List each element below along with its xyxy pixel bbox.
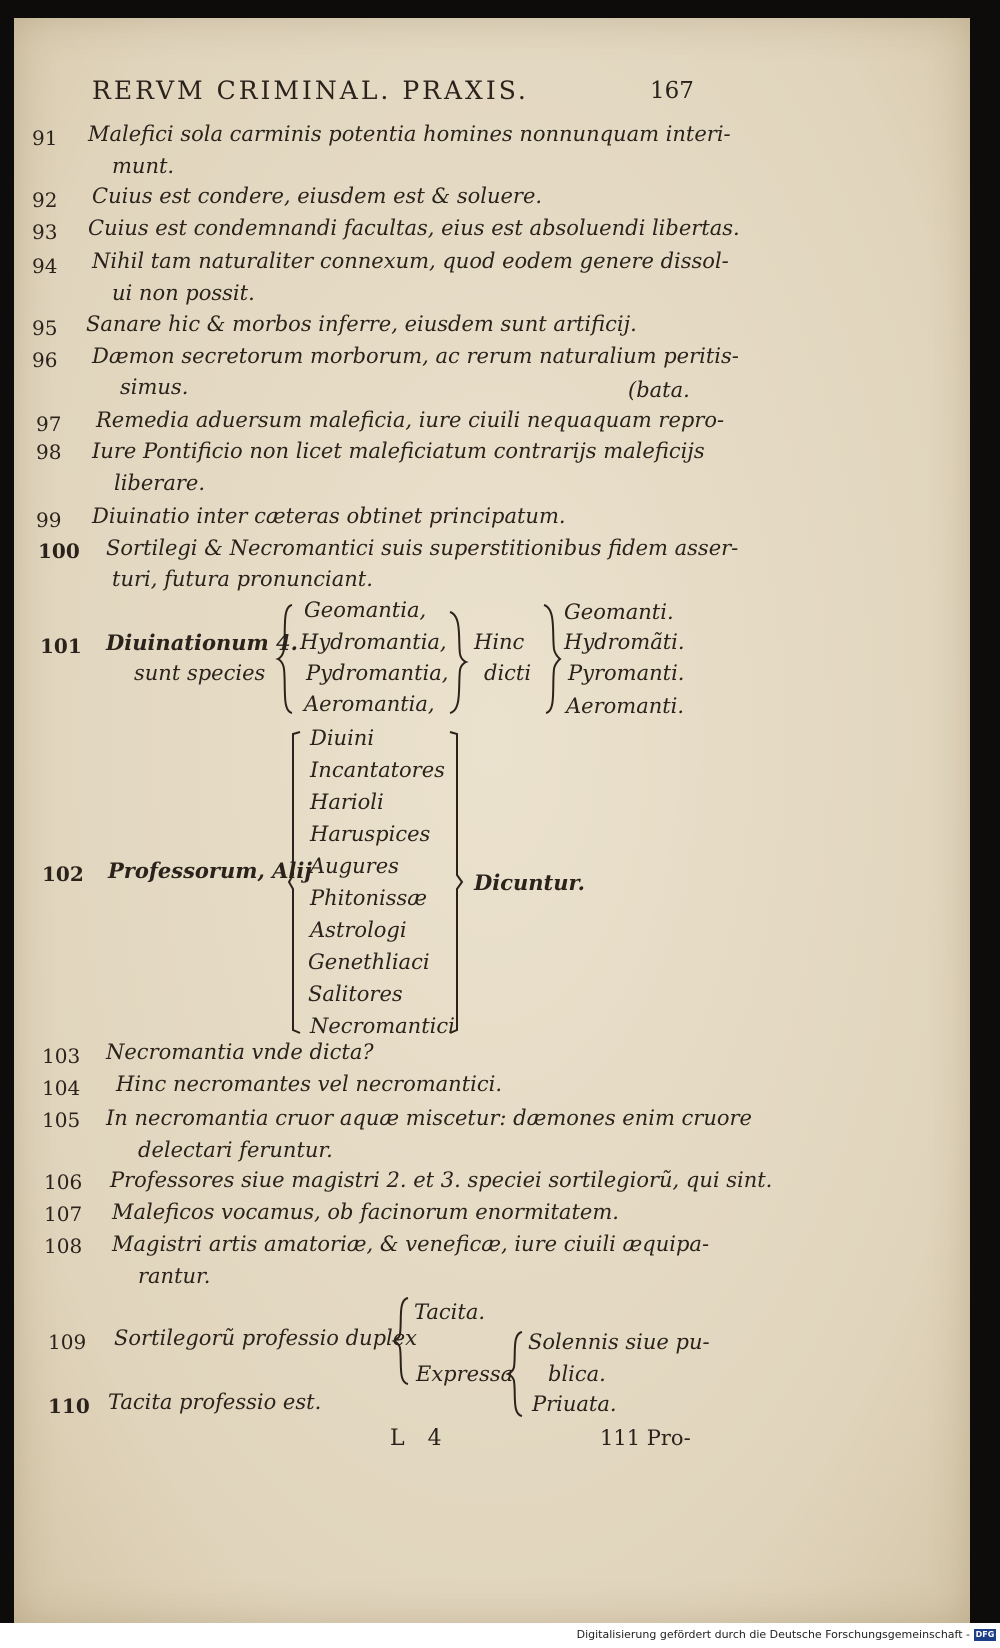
practitioner-name: Aeromanti. [566, 694, 685, 718]
entry-text: Cuius est condere, eiusdem est & soluere. [92, 184, 543, 208]
species-label: sunt species [134, 661, 266, 685]
entry-number: 103 [42, 1044, 81, 1068]
page-number: 167 [650, 78, 694, 104]
digitization-footer [0, 1623, 1000, 1648]
entry-text: Sanare hic & morbos inferre, eiusdem sunt artificij. [86, 312, 637, 336]
professor-type: Haruspices [310, 822, 431, 846]
sub-type: Priuata. [532, 1392, 617, 1416]
entry-text: munt. [112, 154, 175, 178]
entry-text: In necromantia cruor aquæ miscetur: dæmones enim cruore [106, 1106, 752, 1130]
entry-number: 101 [40, 634, 82, 658]
entry-text: Iure Pontificio non licet maleficiatum contrarijs maleficijs [92, 439, 705, 463]
entry-number: 109 [48, 1330, 87, 1354]
professio-tacita: Tacita. [414, 1300, 486, 1324]
practitioner-name: Pyromanti. [568, 661, 685, 685]
sub-type: Solennis siue pu- [528, 1330, 710, 1354]
professor-type: Diuini [310, 726, 375, 750]
practitioner-name: Hydromãti. [564, 630, 685, 654]
entry-number: 104 [42, 1076, 81, 1100]
entry-text: Magistri artis amatoriæ, & veneficæ, iure ciuili æquipa- [112, 1232, 710, 1256]
entry-text: turi, futura pronunciant. [112, 567, 373, 591]
left-brace [542, 603, 562, 715]
entry-number: 95 [32, 316, 58, 340]
entry-number: 98 [36, 440, 62, 464]
hinc-dicti: Hinc [474, 630, 525, 654]
catchword: 111 Pro- [600, 1426, 691, 1450]
professor-type: Salitores [308, 982, 403, 1006]
sub-type: blica. [548, 1362, 606, 1386]
entry-text: delectari feruntur. [138, 1138, 333, 1162]
footer-text: Digitalisierung gefördert durch die Deutsche Forschungsgemeinschaft - [576, 1628, 970, 1641]
entry-number: 107 [44, 1202, 83, 1226]
entry-number: 94 [32, 254, 58, 278]
professor-type: Genethliaci [308, 950, 430, 974]
entry-text: Nihil tam naturaliter connexum, quod eodem genere dissol- [92, 249, 729, 273]
entry-text: Professores siue magistri 2. et 3. speciei sortilegiorũ, qui sint. [110, 1168, 773, 1192]
entry-text: Maleficos vocamus, ob facinorum enormitatem. [112, 1200, 619, 1224]
entry-text: Necromantia vnde dicta? [106, 1040, 374, 1064]
running-title: RERVM CRIMINAL. PRAXIS. [92, 76, 529, 105]
professor-type: Necromantici [310, 1014, 455, 1038]
dfg-logo: DFG [975, 1630, 995, 1639]
entry-text: Cuius est condemnandi facultas, eius est absoluendi libertas. [88, 216, 740, 240]
entry-text: Malefici sola carminis potentia homines nonnunquam interi- [88, 122, 731, 146]
professor-type: Augures [310, 854, 399, 878]
entry-number: 92 [32, 188, 58, 212]
entry-text: (bata. [628, 378, 690, 402]
entry-text: Hinc necromantes vel necromantici. [116, 1072, 503, 1096]
species-item: Pydromantia, [306, 661, 449, 685]
species-item: Geomantia, [304, 598, 427, 622]
entry-number: 110 [48, 1394, 90, 1418]
entry-text: rantur. [138, 1264, 211, 1288]
dicuntur: Dicuntur. [474, 870, 585, 895]
species-item: Aeromantia, [304, 692, 435, 716]
entry-number: 105 [42, 1108, 81, 1132]
left-brace [506, 1330, 526, 1418]
entry-number: 108 [44, 1234, 83, 1258]
left-bracket [288, 730, 304, 1035]
left-brace [392, 1296, 412, 1386]
entry-text: Sortilegi & Necromantici suis superstitionibus fidem asser- [106, 536, 739, 560]
professio-label: Sortilegorũ professio duplex [114, 1326, 418, 1350]
practitioner-name: Geomanti. [564, 600, 674, 624]
entry-number: 97 [36, 412, 62, 436]
entry-number: 93 [32, 220, 58, 244]
hinc-dicti: dicti [484, 661, 532, 685]
professors-label: Professorum, Alij [108, 858, 312, 883]
entry-number: 99 [36, 508, 62, 532]
entry-text: liberare. [114, 471, 206, 495]
entry-number: 100 [38, 539, 80, 563]
right-bracket [448, 730, 464, 1035]
entry-number: 96 [32, 348, 58, 372]
entry-text: Tacita professio est. [108, 1390, 322, 1414]
professio-expressa: Expressa [416, 1362, 514, 1386]
left-brace [276, 603, 296, 715]
species-label: Diuinationum 4. [106, 630, 298, 655]
entry-number: 91 [32, 126, 58, 150]
entry-text: Diuinatio inter cæteras obtinet principatum. [92, 504, 566, 528]
entry-text: simus. [120, 375, 189, 399]
entry-text: ui non possit. [112, 281, 255, 305]
entry-number: 102 [42, 862, 84, 886]
professor-type: Harioli [310, 790, 384, 814]
entry-text: Dæmon secretorum morborum, ac rerum naturalium peritis- [92, 344, 739, 368]
professor-type: Phitonissæ [310, 886, 427, 910]
professor-type: Incantatores [310, 758, 445, 782]
signature-mark: L 4 [390, 1426, 450, 1451]
right-brace [448, 610, 468, 715]
species-item: Hydromantia, [300, 630, 447, 654]
professor-type: Astrologi [310, 918, 407, 942]
entry-number: 106 [44, 1170, 83, 1194]
entry-text: Remedia aduersum maleficia, iure ciuili nequaquam repro- [96, 408, 725, 432]
